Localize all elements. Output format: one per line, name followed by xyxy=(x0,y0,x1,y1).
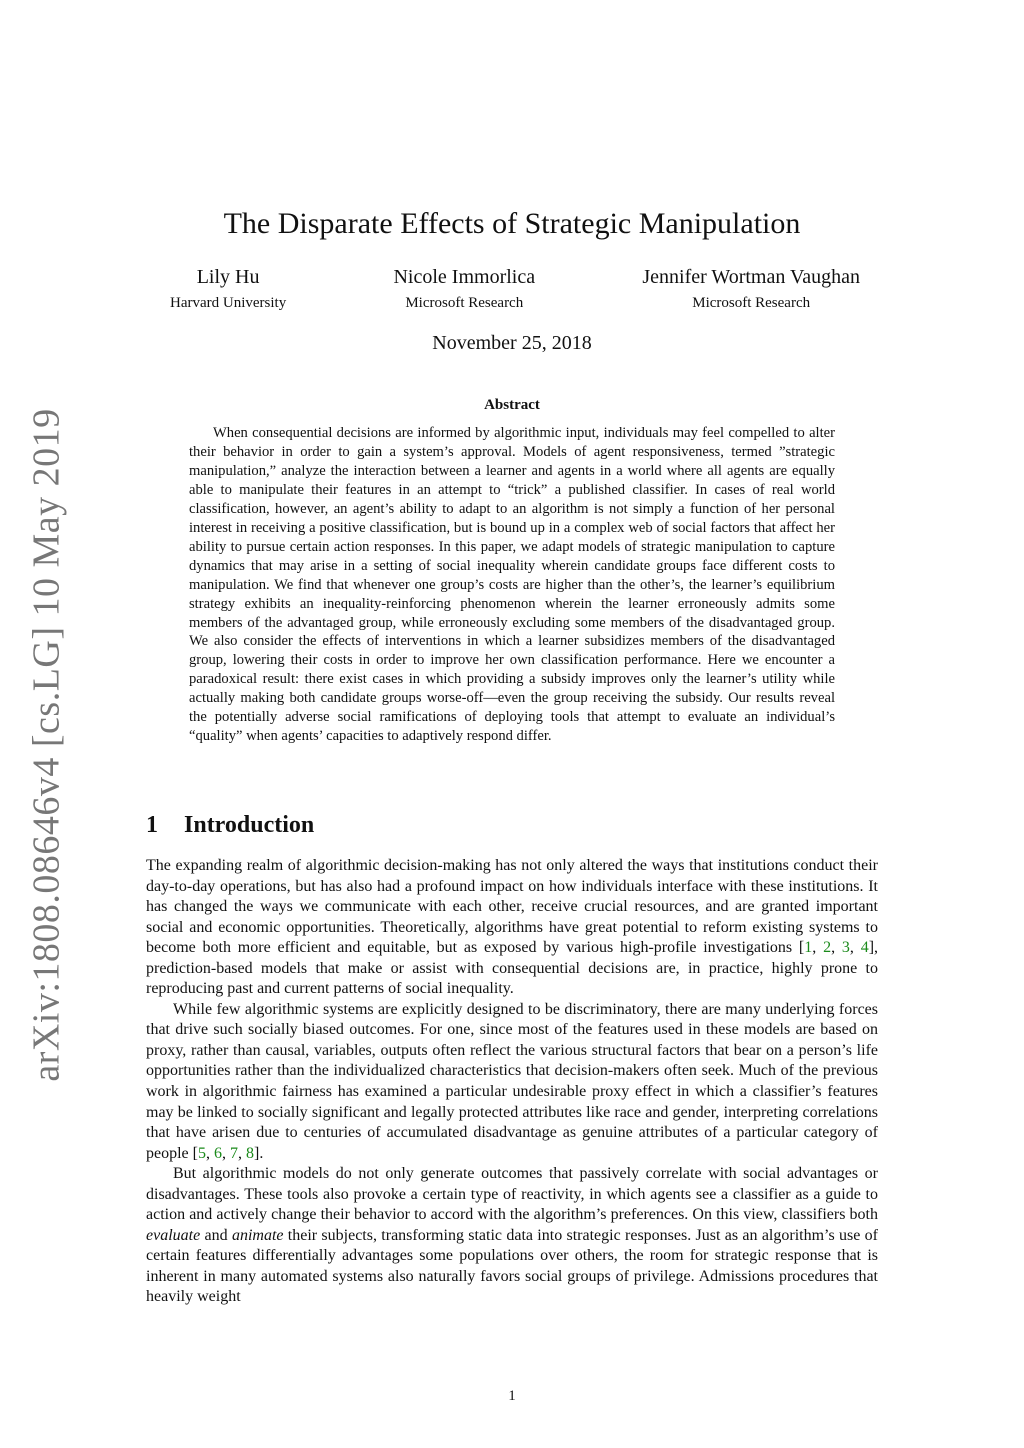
citation-link[interactable]: 7 xyxy=(229,1144,238,1162)
arxiv-sidebar-stamp xyxy=(22,408,72,1082)
emphasis-text: animate xyxy=(231,1226,284,1244)
citation-link[interactable]: 2 xyxy=(823,939,832,957)
citation-separator: , xyxy=(221,1144,230,1162)
author-affiliation: Microsoft Research xyxy=(692,295,811,311)
paragraph-2 xyxy=(146,1000,878,1164)
author-name: Lily Hu xyxy=(196,266,260,288)
paragraph-1 xyxy=(146,856,878,1000)
citation-separator: , xyxy=(205,1144,214,1162)
section-title: Introduction xyxy=(184,812,315,838)
author-name: Nicole Immorlica xyxy=(393,266,536,288)
author-3 xyxy=(642,266,860,312)
paragraph-3 xyxy=(146,1164,878,1308)
author-affiliation: Harvard University xyxy=(170,295,287,311)
author-block xyxy=(170,266,860,312)
citation-link[interactable]: 5 xyxy=(197,1144,206,1162)
paper-title: The Disparate Effects of Strategic Manipulation xyxy=(223,207,801,240)
citation-separator: , xyxy=(237,1144,246,1162)
paragraph-text: ]. xyxy=(253,1144,264,1162)
author-1 xyxy=(170,266,286,312)
citation-separator: , xyxy=(849,939,861,957)
section-number: 1 xyxy=(146,812,158,838)
body-text xyxy=(146,856,878,1308)
citation-separator: , xyxy=(831,939,842,957)
author-affiliation: Microsoft Research xyxy=(405,295,524,311)
paragraph-text: The expanding realm of algorithmic decision-making has not only altered the ways that institutions conduct their day-to-day operations, but has also had a profound impact on how individuals interface with these institutions. It has changed the ways we communicate with each other, receive crucial resources, and are granted important social and economic opportunities. Theoretically, algorithms have great potential to reform existing systems to become both more efficient and equitable, but as exposed by various high-profile investigations [ xyxy=(146,857,878,957)
citation-link[interactable]: 3 xyxy=(841,939,850,957)
citation-link[interactable]: 6 xyxy=(213,1144,222,1162)
paragraph-text: While few algorithmic systems are explicitly designed to be discriminatory, there are many underlying forces that drive such socially biased outcomes. For one, since most of the features used in these models are based on proxy, rather than causal, variables, outputs often reflect the various structural factors that bear on a person’s life opportunities rather than the individualized characteristics that decision-makers often seek. Much of the previous work in algorithmic fairness has examined a particular undesirable proxy effect in which a classifier’s features may be linked to socially significant and legally protected attributes like race and gender, interpreting correlations that have arisen due to centuries of accumulated disadvantage as genuine attributes of a particular category of people [ xyxy=(146,1000,878,1162)
citation-separator: , xyxy=(812,939,824,957)
paragraph-text: and xyxy=(200,1226,232,1244)
emphasis-text: evaluate xyxy=(146,1226,201,1244)
author-2 xyxy=(393,266,535,312)
citation-link[interactable]: 8 xyxy=(245,1144,254,1162)
arxiv-identifier: arXiv:1808.08646v4 [cs.LG] 10 May 2019 xyxy=(26,408,69,1082)
paragraph-text: But algorithmic models do not only generate outcomes that passively correlate with social advantages or disadvantages. These tools also provoke a certain type of reactivity, in which agents see a classifier as a guide to action and actively change their behavior to accord with the algorithm’s preferences. On this view, classifiers both xyxy=(146,1165,878,1224)
paragraph-text: their subjects, transforming static data into strategic responses. Just as an algorithm’s use of certain features differentially advantages some populations over others, the room for strategic response that is inherent in many automated systems also naturally favors social groups of privilege. Admissions procedures that heavily weight xyxy=(146,1226,878,1306)
paragraph-text: ], prediction-based models that make or assist with consequential decisions are, in practice, highly prone to reproducing past and current patterns of social inequality. xyxy=(146,939,879,998)
citation-link[interactable]: 4 xyxy=(860,939,869,957)
section-heading xyxy=(146,812,314,839)
author-name: Jennifer Wortman Vaughan xyxy=(642,266,860,288)
paper-date: November 25, 2018 xyxy=(432,332,592,354)
page-number: 1 xyxy=(508,1388,516,1404)
citation-link[interactable]: 1 xyxy=(804,939,813,957)
abstract-text: When consequential decisions are informed by algorithmic input, individuals may feel compelled to alter their behavior in order to gain a system’s approval. Models of agent responsiveness, termed ”strategic manipulation,” analyze the interaction between a learner and agents in a world where all agents are equally able to manipulate their features in an attempt to “trick” a published classifier. In cases of real world classification, however, an agent’s ability to adapt to an algorithm is not simply a function of her personal interest in receiving a positive classification, but is bound up in a complex web of social factors that affect her ability to pursue certain action responses. In this paper, we adapt models of strategic manipulation to capture dynamics that may arise in a setting of social inequality wherein candidate groups face different costs to manipulation. We find that whenever one group’s costs are higher than the other’s, the learner’s equilibrium strategy exhibits an inequality-reinforcing phenomenon wherein the learner erroneously admits some members of the advantaged group, while erroneously excluding some members of the disadvantaged group. We also consider the effects of interventions in which a learner subsidizes members of the disadvantaged group, lowering their costs in order to improve her own classification performance. Here we encounter a paradoxical result: there exist cases in which providing a subsidy improves only the learner’s utility while actually making both candidate groups worse-off—even the group receiving the subsidy. Our results reveal the potentially adverse social ramifications of deploying tools that attempt to evaluate an individual’s “quality” when agents’ capacities to adaptively respond differ. xyxy=(189,425,835,745)
abstract-heading: Abstract xyxy=(484,397,540,413)
